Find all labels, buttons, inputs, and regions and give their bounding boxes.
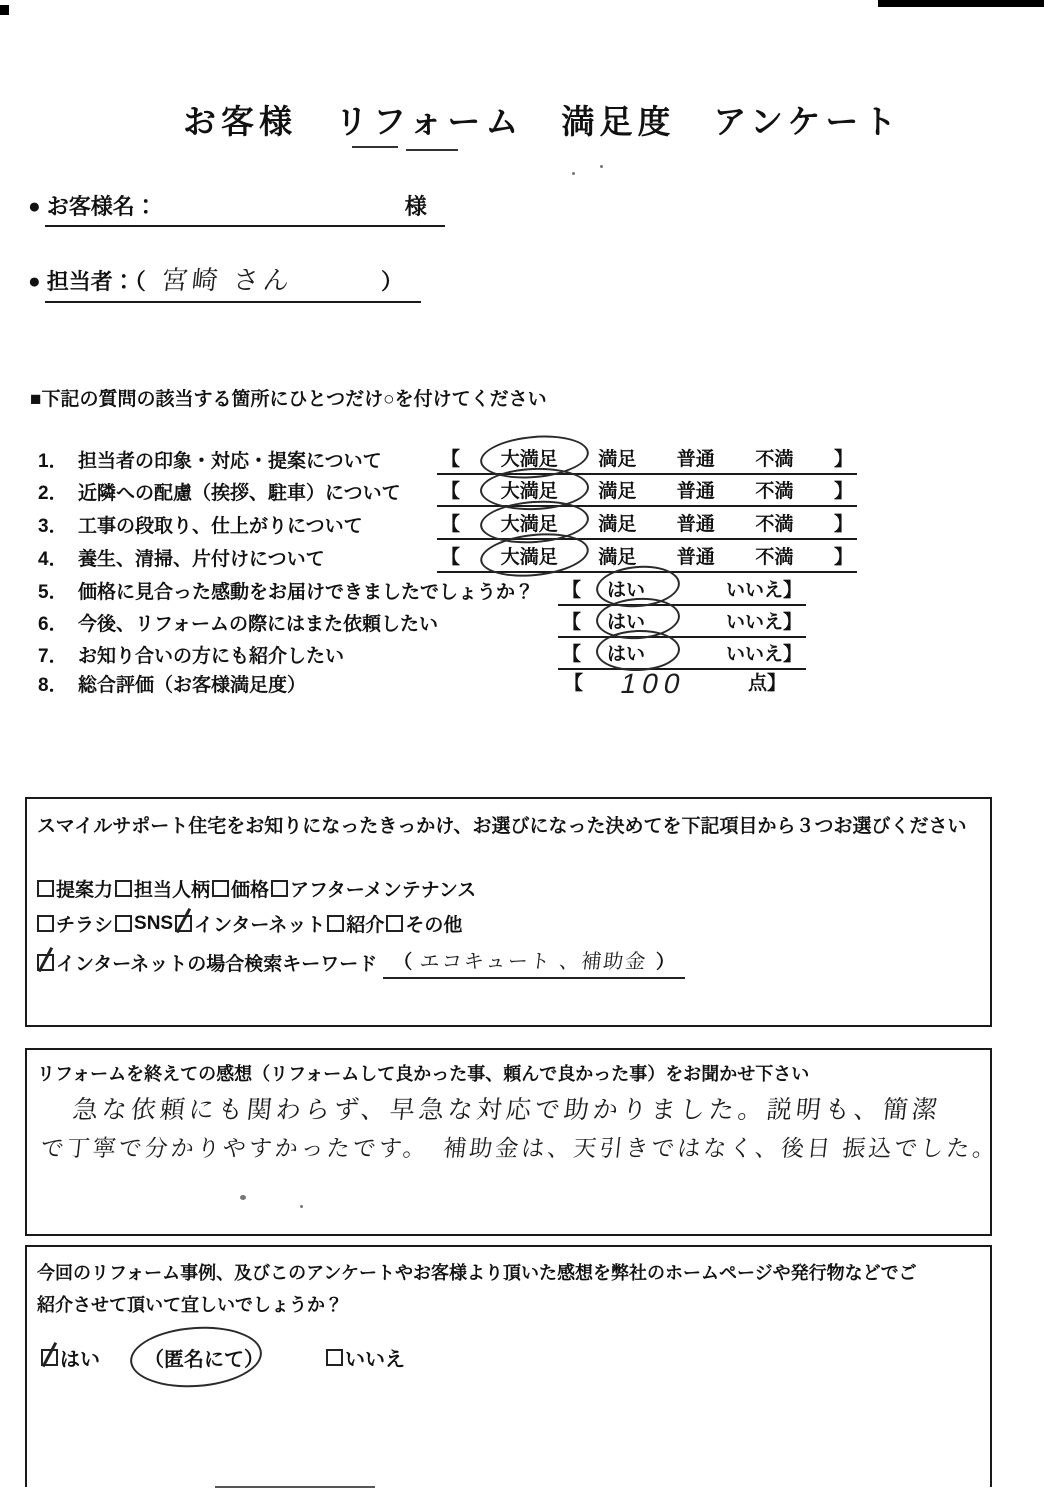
question-text: 養生、清掃、片付けについて [78, 549, 325, 570]
checkbox-item-flyer [35, 910, 113, 937]
scan-speck [572, 172, 575, 175]
checkbox-item-search-keyword [35, 949, 377, 976]
referral-source-box [25, 797, 992, 1027]
option-dissatisfied: 不満 [755, 481, 794, 502]
close-bracket: 】 [833, 449, 853, 470]
option-dissatisfied: 不満 [755, 449, 794, 470]
option-normal: 普通 [676, 481, 715, 502]
close-bracket: 】 [782, 612, 802, 633]
checkbox-item-yes [39, 1343, 100, 1372]
rating-options-q3 [437, 509, 857, 540]
checkbox-item-other [384, 910, 462, 937]
option-normal: 普通 [676, 514, 715, 535]
instruction-line [30, 384, 547, 411]
question-row [38, 577, 534, 604]
question-text: 工事の段取り、仕上がりについて [78, 516, 363, 537]
option-satisfied: 満足 [598, 547, 637, 568]
question-text: 近隣への配慮（挨拶、駐車）について [78, 483, 401, 504]
checkbox-label: 価格 [231, 880, 270, 901]
open-bracket: 【 [441, 449, 461, 470]
close-bracket: 】 [782, 644, 802, 665]
checkbox-label: 提案力 [56, 880, 114, 901]
question-row [38, 446, 382, 473]
option-satisfied: 満足 [598, 481, 637, 502]
check-mark [176, 908, 191, 933]
question-row [38, 609, 438, 636]
yes-option: はい [607, 612, 646, 633]
title-underline-mark [352, 146, 398, 148]
customer-name-suffix: 様 [404, 194, 427, 219]
anonymous-option [144, 1343, 264, 1372]
open-bracket: 【 [441, 547, 461, 568]
close-bracket: 】 [833, 481, 853, 502]
option-very-satisfied: 大満足 [500, 449, 558, 470]
close-bracket: 】 [766, 673, 786, 694]
question-text: 総合評価（お客様満足度） [78, 675, 307, 696]
scan-artifact-top-right [878, 0, 1044, 7]
option-normal: 普通 [676, 547, 715, 568]
checkbox-label: SNS [134, 912, 174, 934]
consent-options-row [39, 1343, 405, 1372]
staff-name-handwritten: 宮崎 さん [159, 265, 295, 295]
title-underline-mark [406, 149, 458, 151]
checkbox-item-referral [325, 910, 384, 937]
checkbox-item-internet [173, 910, 325, 937]
check-mark [42, 1342, 57, 1367]
open-bracket: 【 [441, 481, 461, 502]
option-satisfied: 満足 [598, 449, 637, 470]
rating-options-q1 [437, 444, 857, 475]
customer-name-label: お客様名： [46, 194, 157, 219]
checkbox-item-price [210, 875, 269, 902]
consent-title-line1: 今回のリフォーム事例、及びこのアンケートやお客様より頂いた感想を弊社のホームページや発行物などでご [37, 1263, 917, 1283]
close-bracket: 】 [833, 514, 853, 535]
option-dissatisfied: 不満 [755, 547, 794, 568]
bullet-icon: ● [28, 195, 41, 218]
checkbox-label: 担当人柄 [134, 880, 211, 901]
option-very-satisfied: 大満足 [500, 514, 558, 535]
open-bracket: 【 [441, 514, 461, 535]
search-keywords-handwritten: エコキュート 、補助金 [418, 951, 649, 973]
yes-option: はい [607, 580, 646, 601]
referral-checkbox-row-3 [35, 945, 685, 979]
question-number: 4． [38, 549, 68, 570]
question-number: 8． [38, 675, 68, 696]
check-mark [38, 946, 53, 971]
no-option: いいえ [725, 580, 783, 601]
checkbox-icon [37, 880, 54, 897]
score-value-handwritten: 100 [617, 668, 690, 699]
referral-checkbox-row-1 [35, 875, 476, 902]
checkbox-item-sns [113, 913, 173, 935]
question-row [38, 478, 401, 505]
checkbox-icon [386, 915, 403, 932]
checkbox-item-staff-character [113, 875, 210, 902]
close-bracket: 】 [833, 547, 853, 568]
anonymous-label: （匿名にて） [144, 1349, 264, 1371]
checkbox-icon [115, 915, 132, 932]
open-bracket: 【 [562, 644, 582, 665]
checkbox-label: その他 [405, 915, 463, 936]
no-option: いいえ [725, 644, 783, 665]
checkbox-label: いいえ [345, 1349, 405, 1371]
customer-name-row [28, 190, 445, 227]
checkbox-label: アフターメンテナンス [290, 880, 477, 901]
rating-options-q2 [437, 476, 857, 507]
referral-checkbox-row-2 [35, 910, 462, 937]
question-number: 5． [38, 582, 68, 603]
question-text: お知り合いの方にも紹介したい [78, 646, 345, 667]
scan-artifact-top-left [0, 5, 9, 15]
open-bracket: 【 [562, 580, 582, 601]
option-dissatisfied: 不満 [755, 514, 794, 535]
referral-box-title: スマイルサポート住宅をお知りになったきっかけ、お選びになった決めてを下記項目から３つお選びください [37, 816, 967, 837]
scan-speck [600, 165, 603, 168]
checkbox-icon [175, 915, 192, 932]
checkbox-label: インターネット [194, 915, 326, 936]
checkbox-icon [37, 915, 54, 932]
publication-consent-box [25, 1245, 992, 1487]
handwritten-comment-line1: 急な依頼にも関わらず、早急な対応で助かりました。説明も、簡潔 [71, 1096, 943, 1124]
bullet-icon: ● [28, 270, 41, 293]
search-keyword-field [383, 945, 685, 979]
selection-circle [128, 1322, 264, 1391]
checkbox-item-proposal [35, 875, 113, 902]
checkbox-icon [41, 1349, 58, 1366]
question-number: 1． [38, 451, 68, 472]
paren-open: （ [393, 952, 413, 973]
checkbox-label: 紹介 [346, 915, 385, 936]
score-unit: 点 [747, 673, 767, 694]
checkbox-label: インターネットの場合検索キーワード [56, 953, 378, 975]
checkbox-icon [37, 954, 54, 971]
checkbox-item-after-maintenance [269, 875, 476, 902]
checkbox-icon [115, 880, 132, 897]
option-normal: 普通 [676, 449, 715, 470]
staff-paren-close: ） [380, 269, 403, 294]
consent-title-line2: 紹介させて頂いて宜しいでしょうか？ [37, 1295, 343, 1315]
option-very-satisfied: 大満足 [500, 481, 558, 502]
no-option: いいえ [725, 612, 783, 633]
question-number: 2． [38, 483, 68, 504]
staff-paren-open: （ [134, 269, 146, 294]
checkbox-item-no [324, 1343, 405, 1372]
question-text: 担当者の印象・対応・提案について [78, 451, 382, 472]
checkbox-label: はい [60, 1349, 100, 1371]
checkbox-icon [212, 880, 229, 897]
question-row [38, 641, 344, 668]
question-row [38, 511, 363, 538]
question-number: 6． [38, 614, 68, 635]
yesno-options-q7 [558, 639, 806, 670]
checkbox-label: チラシ [56, 915, 114, 936]
impressions-box-title: リフォームを終えての感想（リフォームして良かった事、頼んで良かった事）をお聞かせ下さい [37, 1064, 810, 1084]
yesno-options-q6 [558, 607, 806, 638]
yes-option: はい [607, 644, 646, 665]
impressions-box [25, 1048, 1000, 1236]
square-bullet-icon: ■ [30, 389, 42, 410]
close-bracket: 】 [782, 580, 802, 601]
staff-label: 担当者： [46, 269, 135, 294]
page-title: お客様 リフォーム 満足度 アンケート [183, 103, 902, 140]
open-bracket: 【 [562, 612, 582, 633]
question-number: 3． [38, 516, 68, 537]
question-text: 価格に見合った感動をお届けできましたでしょうか？ [78, 582, 535, 603]
question-text: 今後、リフォームの際にはまた依頼したい [78, 614, 439, 635]
option-very-satisfied: 大満足 [500, 547, 558, 568]
option-satisfied: 満足 [598, 514, 637, 535]
yesno-options-q5 [558, 575, 806, 606]
instruction-text: 下記の質問の該当する箇所にひとつだけ○を付けてください [41, 389, 547, 410]
question-row [38, 544, 325, 571]
question-number: 7． [38, 646, 68, 667]
checkbox-icon [326, 1349, 343, 1366]
checkbox-icon [271, 880, 288, 897]
open-bracket: 【 [564, 673, 584, 694]
question-row [38, 670, 306, 697]
score-row-q8 [560, 668, 790, 700]
checkbox-icon [327, 915, 344, 932]
handwritten-comment-line2: で丁寧で分かりやすかったです。 補助金は、天引きではなく、後日 振込でした。 [39, 1135, 1000, 1161]
staff-row [28, 260, 421, 303]
paren-close: ） [655, 952, 675, 973]
